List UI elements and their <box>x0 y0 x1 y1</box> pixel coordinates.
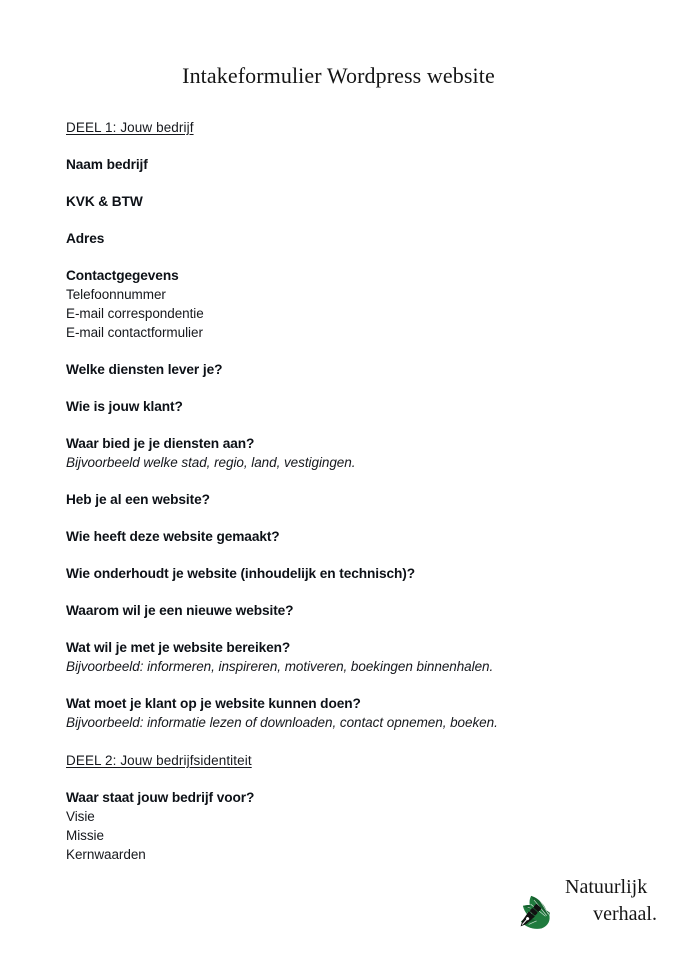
question-block <box>66 229 626 248</box>
question-block <box>66 564 626 583</box>
spacer <box>66 546 626 564</box>
document-body <box>66 118 626 864</box>
question-heading: Wie onderhoudt je website (inhoudelijk en technisch)? <box>66 566 415 581</box>
question-subitem: Telefoonnummer <box>66 287 166 302</box>
question-block <box>66 434 626 472</box>
question-example: Bijvoorbeeld welke stad, regio, land, vestigingen. <box>66 455 356 470</box>
spacer <box>66 770 626 788</box>
question-example: Bijvoorbeeld: informeren, inspireren, motiveren, boekingen binnenhalen. <box>66 659 494 674</box>
question-block <box>66 527 626 546</box>
question-heading: Welke diensten lever je? <box>66 362 223 377</box>
question-block <box>66 788 626 864</box>
question-block <box>66 192 626 211</box>
section-label-wrapper <box>66 118 626 137</box>
question-heading: Waar bied je je diensten aan? <box>66 436 255 451</box>
question-block <box>66 155 626 174</box>
question-block <box>66 601 626 620</box>
question-heading: Contactgegevens <box>66 268 179 283</box>
section-label: DEEL 1: Jouw bedrijf <box>66 120 194 135</box>
question-block <box>66 397 626 416</box>
spacer <box>66 379 626 397</box>
question-example: Bijvoorbeeld: informatie lezen of downloaden, contact opnemen, boeken. <box>66 715 498 730</box>
question-subitem: Kernwaarden <box>66 847 146 862</box>
spacer <box>66 509 626 527</box>
question-block <box>66 638 626 676</box>
section-label-wrapper <box>66 751 626 770</box>
brand-wordmark <box>565 874 659 928</box>
question-heading: Adres <box>66 231 105 246</box>
spacer <box>66 248 626 266</box>
spacer <box>66 342 626 360</box>
ginkgo-leaves-pen-nib-icon <box>505 870 567 938</box>
question-heading: Naam bedrijf <box>66 157 148 172</box>
question-heading: Waar staat jouw bedrijf voor? <box>66 790 255 805</box>
spacer <box>66 416 626 434</box>
brand-wordmark-line1: Natuurlijk <box>565 876 648 898</box>
question-heading: Waarom wil je een nieuwe website? <box>66 603 294 618</box>
question-block <box>66 360 626 379</box>
spacer <box>66 676 626 694</box>
question-subitem: E-mail contactformulier <box>66 325 203 340</box>
spacer <box>66 583 626 601</box>
question-block <box>66 490 626 509</box>
spacer <box>66 137 626 155</box>
question-subitem: Visie <box>66 809 95 824</box>
question-subitem: Missie <box>66 828 104 843</box>
brand-wordmark-line2: verhaal. <box>593 903 657 925</box>
question-heading: KVK & BTW <box>66 194 143 209</box>
spacer <box>66 211 626 229</box>
question-heading: Wie heeft deze website gemaakt? <box>66 529 280 544</box>
question-heading: Heb je al een website? <box>66 492 210 507</box>
question-subitem: E-mail correspondentie <box>66 306 204 321</box>
section-label: DEEL 2: Jouw bedrijfsidentiteit <box>66 753 252 768</box>
spacer <box>66 472 626 490</box>
page-title: Intakeformulier Wordpress website <box>182 63 495 88</box>
question-heading: Wie is jouw klant? <box>66 399 183 414</box>
spacer <box>66 732 626 751</box>
brand-logo <box>505 868 655 940</box>
question-heading: Wat wil je met je website bereiken? <box>66 640 291 655</box>
question-heading: Wat moet je klant op je website kunnen doen? <box>66 696 361 711</box>
spacer <box>66 620 626 638</box>
question-block <box>66 266 626 342</box>
spacer <box>66 174 626 192</box>
question-block <box>66 694 626 732</box>
